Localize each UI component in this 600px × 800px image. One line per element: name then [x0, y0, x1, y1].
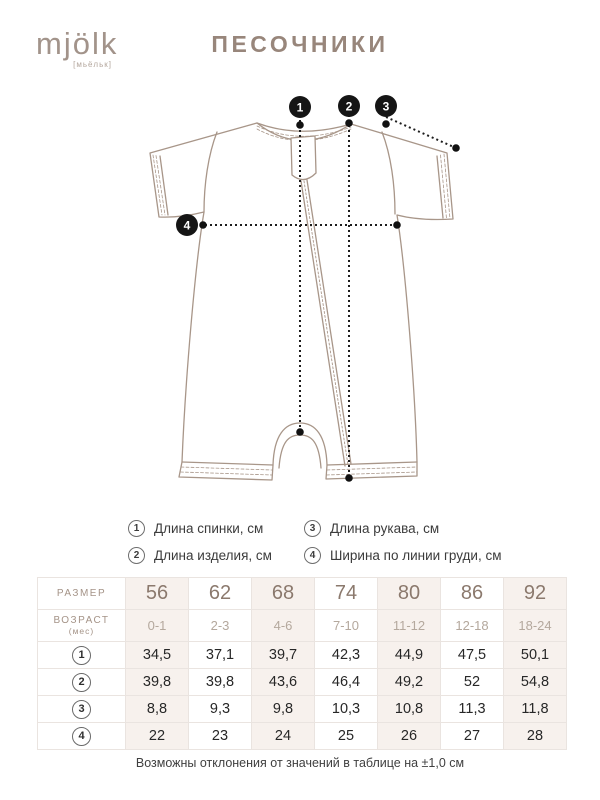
marker-4 [176, 214, 198, 236]
measurement-legend [128, 517, 502, 566]
age-cell: 12-18 [441, 610, 504, 642]
age-row [38, 610, 567, 642]
value-cell: 22 [126, 723, 189, 750]
measure-row-3 [38, 696, 567, 723]
measure-dot [382, 120, 390, 128]
size-cell: 56 [126, 578, 189, 610]
size-cell: 86 [441, 578, 504, 610]
value-cell: 39,8 [189, 669, 252, 696]
value-cell: 50,1 [504, 642, 567, 669]
legend-label-3: Длина рукава, см [330, 520, 440, 536]
legend-item-2 [128, 544, 304, 566]
legend-num-4: 4 [304, 547, 321, 564]
value-cell: 9,3 [189, 696, 252, 723]
measure-dot [296, 428, 304, 436]
legend-num-3: 3 [304, 520, 321, 537]
value-cell: 9,8 [252, 696, 315, 723]
legend-label-2: Длина изделия, см [154, 547, 272, 563]
legend-num-2: 2 [128, 547, 145, 564]
svg-text:3: 3 [382, 99, 390, 114]
value-cell: 49,2 [378, 669, 441, 696]
age-cell: 11-12 [378, 610, 441, 642]
measure-row-label [38, 696, 126, 723]
value-cell: 28 [504, 723, 567, 750]
page-title: ПЕСОЧНИКИ [211, 31, 389, 57]
size-cell: 62 [189, 578, 252, 610]
svg-text:2: 2 [345, 99, 353, 114]
size-cell: 80 [378, 578, 441, 610]
measure-dot [345, 474, 353, 482]
measure-row-4 [38, 723, 567, 750]
tolerance-note: Возможны отклонения от значений в таблице на ±1,0 см [135, 756, 465, 770]
age-cell: 4-6 [252, 610, 315, 642]
value-cell: 46,4 [315, 669, 378, 696]
value-cell: 39,7 [252, 642, 315, 669]
measure-row-1 [38, 642, 567, 669]
value-cell: 24 [252, 723, 315, 750]
size-cell: 68 [252, 578, 315, 610]
measure-row-label [38, 669, 126, 696]
value-cell: 52 [441, 669, 504, 696]
value-cell: 54,8 [504, 669, 567, 696]
measure-dot [393, 221, 401, 229]
measure-dot [296, 121, 304, 129]
value-cell: 37,1 [189, 642, 252, 669]
legend-label-1: Длина спинки, см [154, 520, 264, 536]
age-cell: 0-1 [126, 610, 189, 642]
romper-measurement-diagram [135, 85, 475, 495]
brand-logo-text: mjölk [36, 26, 119, 61]
legend-label-4: Ширина по линии груди, см [330, 547, 502, 563]
value-cell: 10,3 [315, 696, 378, 723]
age-cell: 7-10 [315, 610, 378, 642]
row-num-badge: 2 [72, 673, 91, 692]
legend-item-4 [304, 544, 502, 566]
age-cell: 18-24 [504, 610, 567, 642]
value-cell: 11,3 [441, 696, 504, 723]
size-cell: 92 [504, 578, 567, 610]
age-row-label-sub: (мес) [68, 626, 95, 636]
value-cell: 10,8 [378, 696, 441, 723]
value-cell: 44,9 [378, 642, 441, 669]
measure-row-2 [38, 669, 567, 696]
legend-item-3 [304, 517, 502, 539]
marker-3 [375, 95, 397, 117]
size-row-label: РАЗМЕР [38, 578, 126, 610]
row-num-badge: 1 [72, 646, 91, 665]
marker-2 [338, 95, 360, 117]
value-cell: 27 [441, 723, 504, 750]
age-cell: 2-3 [189, 610, 252, 642]
row-num-badge: 3 [72, 700, 91, 719]
measure-dot [452, 144, 460, 152]
value-cell: 39,8 [126, 669, 189, 696]
value-cell: 26 [378, 723, 441, 750]
measure-dot [199, 221, 207, 229]
age-row-label [38, 610, 126, 642]
measure-dot [345, 119, 353, 127]
value-cell: 43,6 [252, 669, 315, 696]
size-table [37, 577, 567, 750]
value-cell: 23 [189, 723, 252, 750]
brand-logo-transcription: [мьёльк] [73, 60, 112, 69]
romper-drawing [150, 123, 453, 480]
legend-item-1 [128, 517, 304, 539]
measure-row-label [38, 642, 126, 669]
svg-text:4: 4 [183, 218, 191, 233]
size-cell: 74 [315, 578, 378, 610]
size-row [38, 578, 567, 610]
age-row-label-main: ВОЗРАСТ [53, 615, 110, 626]
value-cell: 8,8 [126, 696, 189, 723]
value-cell: 25 [315, 723, 378, 750]
value-cell: 42,3 [315, 642, 378, 669]
marker-1 [289, 96, 311, 118]
value-cell: 34,5 [126, 642, 189, 669]
legend-num-1: 1 [128, 520, 145, 537]
svg-text:1: 1 [296, 100, 304, 115]
value-cell: 47,5 [441, 642, 504, 669]
row-num-badge: 4 [72, 727, 91, 746]
value-cell: 11,8 [504, 696, 567, 723]
measure-row-label [38, 723, 126, 750]
zipper-flap [291, 136, 316, 180]
